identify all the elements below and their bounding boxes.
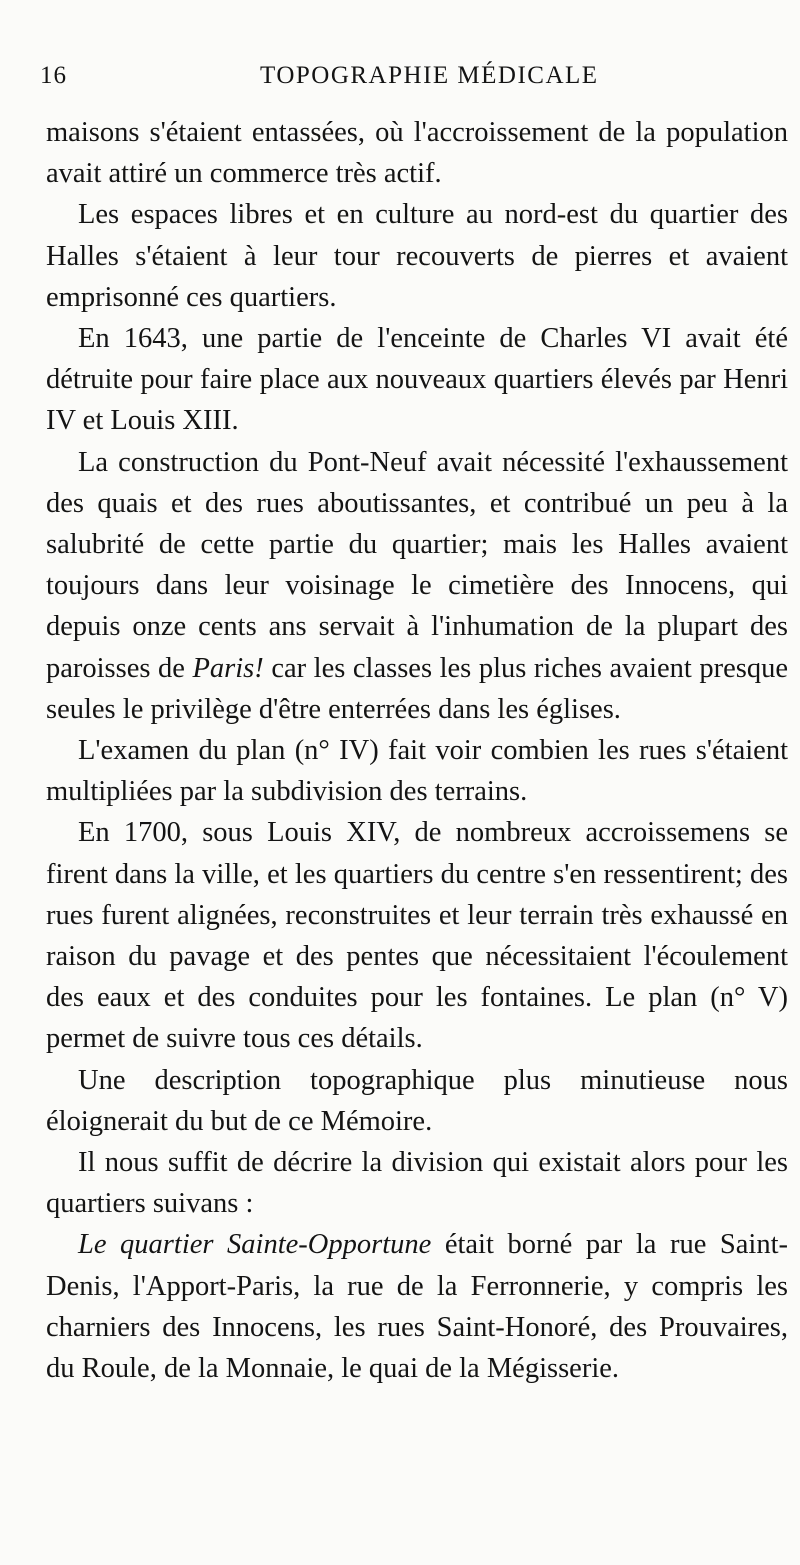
paragraph-text: car les classes les plus riches avaient presque seules le privilège d'être enterrées dans les églises. [46, 652, 788, 725]
body-text [46, 112, 788, 1389]
paragraph-sainte-opportune [46, 1224, 788, 1389]
page-number: 16 [40, 62, 67, 89]
paragraph-italic-text: Paris! [192, 652, 264, 684]
paragraph-text: Une description topographique plus minutieuse nous éloignerait du but de ce Mémoire. [46, 1064, 788, 1137]
paragraph-1700 [46, 812, 788, 1059]
paragraph-division [46, 1142, 788, 1224]
paragraph-1643 [46, 318, 788, 442]
paragraph-text: En 1700, sous Louis XIV, de nombreux accroissemens se firent dans la ville, et les quartiers du centre s'en ressentirent; des rues furent alignées, reconstruites et leur terrain très exhaussé en raison du pavage et des pentes que nécessitaient l'écoulement des eaux et des conduites pour les fontaines. Le plan (n° V) permet de suivre tous ces détails. [46, 817, 788, 1055]
paragraph-text: La construction du Pont-Neuf avait nécessité l'exhaussement des quais et des rues aboutissantes, et contribué un peu à la salubrité de cette partie du quartier; mais les Halles avaient toujours dans leur voisinage le cimetière des Innocens, qui depuis onze cents ans servait à l'inhumation de la plupart des paroisses de [46, 446, 788, 684]
paragraph-halles-espaces [46, 194, 788, 318]
paragraph-text: Les espaces libres et en culture au nord-est du quartier des Halles s'étaient à leur tour recouverts de pierres et avaient emprisonné ces quartiers. [46, 199, 788, 313]
paragraph-text: Il nous suffit de décrire la division qui existait alors pour les quartiers suivans : [46, 1147, 788, 1220]
paragraph-text: En 1643, une partie de l'enceinte de Charles VI avait été détruite pour faire place aux nouveaux quartiers élevés par Henri IV et Louis XIII. [46, 323, 788, 437]
paragraph-pont-neuf [46, 442, 788, 730]
paragraph-text: L'examen du plan (n° IV) fait voir combien les rues s'étaient multipliées par la subdivision des terrains. [46, 735, 788, 808]
page-header [40, 62, 780, 96]
paragraph-text: maisons s'étaient entassées, où l'accroissement de la population avait attiré un commerce très actif. [46, 117, 788, 190]
running-head: TOPOGRAPHIE MÉDICALE [260, 62, 599, 89]
paragraph-description [46, 1060, 788, 1142]
paragraph-text: était borné par la rue Saint-Denis, l'Apport-Paris, la rue de la Ferronnerie, y compris les charniers des Innocens, les rues Saint-Honoré, des Prouvaires, du Roule, de la Monnaie, le quai de la Mégisserie. [46, 1229, 788, 1385]
paragraph-italic-text: Le quartier Sainte-Opportune [78, 1229, 432, 1261]
paragraph-continuation [46, 112, 788, 194]
paragraph-plan-iv [46, 730, 788, 812]
